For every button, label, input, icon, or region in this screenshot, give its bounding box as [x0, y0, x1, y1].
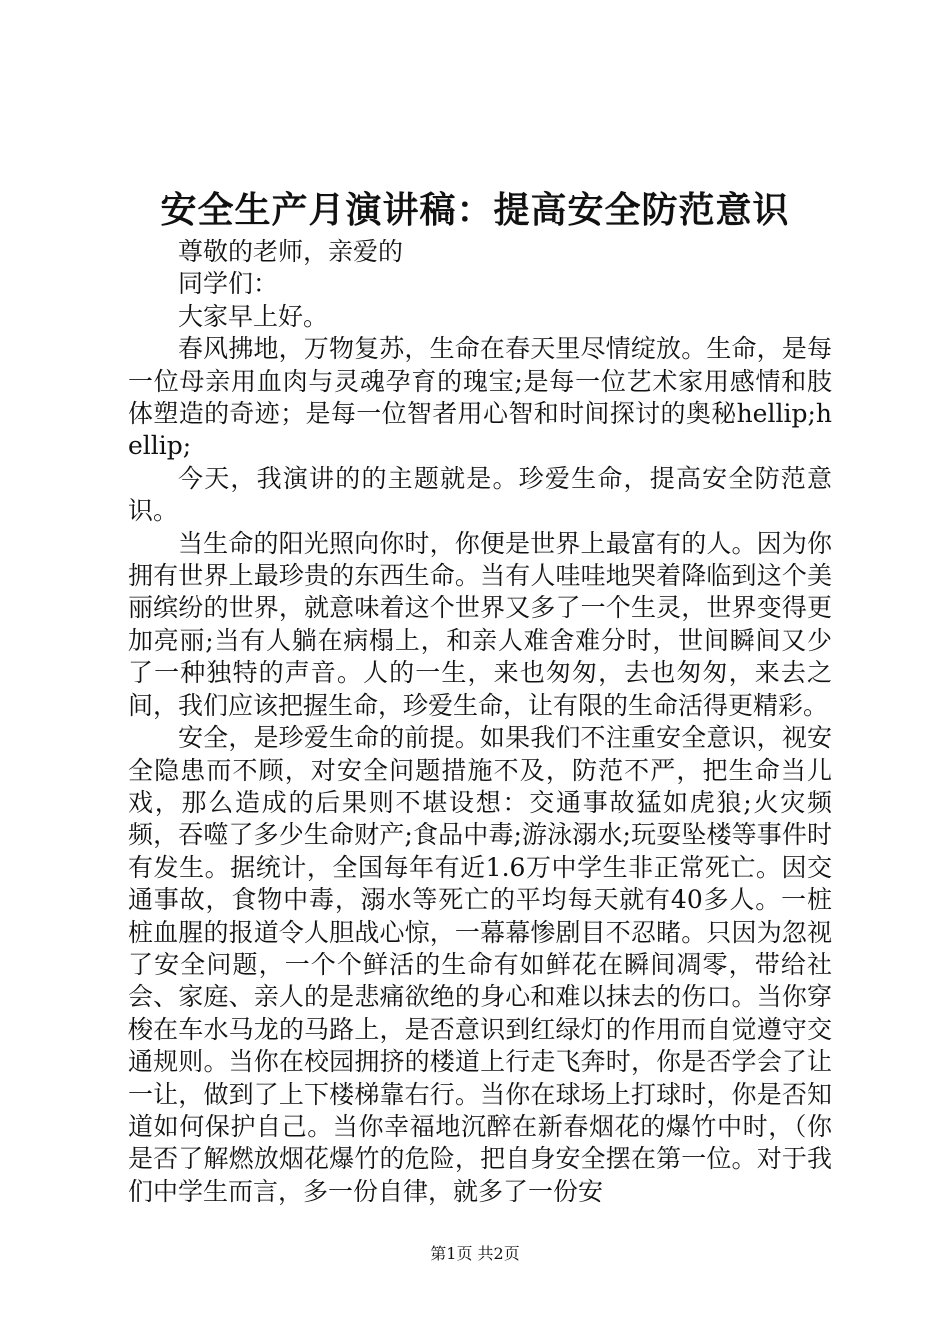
page-number-footer: 第1页 共2页: [430, 1244, 520, 1263]
greeting-paragraph: 大家早上好。: [178, 301, 329, 331]
salutation-line-1: 尊敬的老师，亲爱的: [178, 237, 404, 266]
body-paragraph: 今天，我演讲的的主题就是。珍爱生命，提高安全防范意识。: [128, 463, 832, 526]
document-body: [128, 236, 832, 1208]
body-paragraph: 当生命的阳光照向你时，你便是世界上最富有的人。因为你拥有世界上最珍贵的东西生命。当有人哇哇地哭着降临到这个美丽缤纷的世界，就意味着这个世界又多了一个生灵，世界变得更加亮丽;当有人躺在病榻上，和亲人难舍难分时，世间瞬间又少了一种独特的声音。人的一生，来也匆匆，去也匆匆，来去之间，我们应该把握生命，珍爱生命，让有限的生命活得更精彩。: [128, 528, 832, 720]
body-paragraph: 安全，是珍爱生命的前提。如果我们不注重安全意识，视安全隐患而不顾，对安全问题措施不及，防范不严，把生命当儿戏，那么造成的后果则不堪设想：交通事故猛如虎狼;火灾频频，吞噬了多少生命财产;食品中毒;游泳溺水;玩耍坠楼等事件时有发生。据统计，全国每年有近1.6万中学生非正常死亡。因交通事故，食物中毒，溺水等死亡的平均每天就有40多人。一桩桩血腥的报道令人胆战心惊，一幕幕惨剧目不忍睹。只因为忽视了安全问题，一个个鲜活的生命有如鲜花在瞬间凋零，带给社会、家庭、亲人的是悲痛欲绝的身心和难以抹去的伤口。当你穿梭在车水马龙的马路上，是否意识到红绿灯的作用而自觉遵守交通规则。当你在校园拥挤的楼道上行走飞奔时，你是否学会了让一让，做到了上下楼梯靠右行。当你在球场上打球时，你是否知道如何保护自己。当你幸福地沉醉在新春烟花的爆竹中时，（你是否了解燃放烟花爆竹的危险，把自身安全摆在第一位。对于我们中学生而言，多一份自律，就多了一份安: [128, 723, 832, 1206]
body-paragraph: 春风拂地，万物复苏，生命在春天里尽情绽放。生命，是每一位母亲用血肉与灵魂孕育的瑰宝;是每一位艺术家用感情和肢体塑造的奇迹；是每一位智者用心智和时间探讨的奥秘hellip;hellip;: [128, 334, 832, 461]
salutation-line-2: 同学们：: [178, 269, 279, 299]
document-title: 安全生产月演讲稿：提高安全防范意识: [160, 189, 790, 231]
